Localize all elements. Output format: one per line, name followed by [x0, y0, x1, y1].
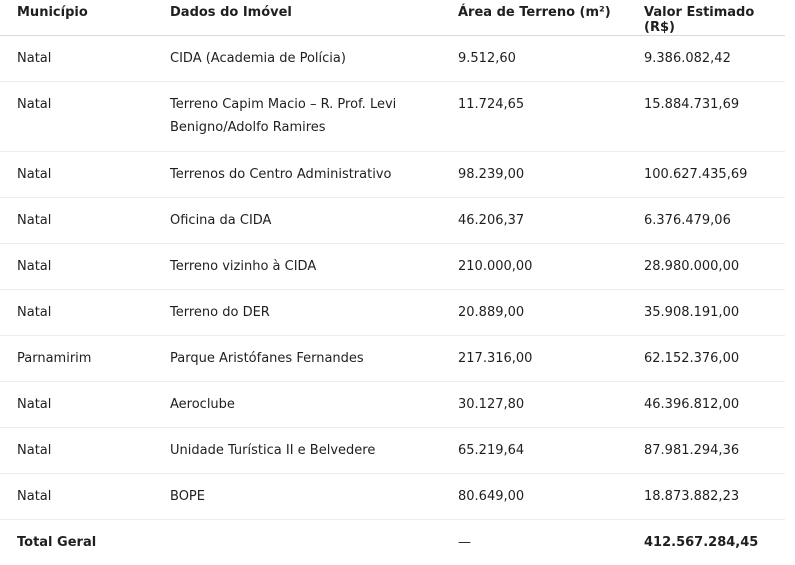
cell-municipio [0, 336, 170, 382]
cell-imovel [170, 290, 458, 336]
cell-valor-text: 6.376.479,06 [644, 198, 785, 232]
header-row [0, 0, 785, 36]
cell-valor-text: 18.873.882,23 [644, 474, 785, 508]
cell-area-text: 65.219,64 [458, 428, 644, 462]
header-valor-estimado-label: Valor Estimado (R$) [644, 0, 785, 35]
cell-municipio-text: Natal [17, 82, 170, 116]
cell-valor-text: 15.884.731,69 [644, 82, 785, 116]
cell-imovel [170, 336, 458, 382]
cell-imovel [170, 152, 458, 198]
total-label-cell [0, 520, 170, 565]
cell-area-text: 30.127,80 [458, 382, 644, 416]
header-municipio [0, 0, 170, 36]
cell-valor [644, 36, 785, 82]
cell-imovel [170, 82, 458, 152]
cell-area [458, 428, 644, 474]
cell-valor [644, 336, 785, 382]
total-area-cell [458, 520, 644, 565]
cell-valor-text: 28.980.000,00 [644, 244, 785, 278]
cell-municipio [0, 428, 170, 474]
cell-municipio [0, 474, 170, 520]
cell-municipio [0, 290, 170, 336]
cell-valor [644, 382, 785, 428]
table-row [0, 152, 785, 198]
header-municipio-label: Município [17, 0, 170, 20]
cell-valor [644, 290, 785, 336]
cell-imovel [170, 474, 458, 520]
cell-area [458, 336, 644, 382]
cell-municipio [0, 244, 170, 290]
cell-valor [644, 244, 785, 290]
total-row [0, 520, 785, 565]
table-body [0, 36, 785, 565]
cell-valor [644, 428, 785, 474]
cell-area [458, 36, 644, 82]
cell-municipio-text: Natal [17, 36, 170, 70]
cell-municipio-text: Natal [17, 198, 170, 232]
cell-municipio-text: Natal [17, 244, 170, 278]
cell-municipio-text: Parnamirim [17, 336, 170, 370]
table-row [0, 290, 785, 336]
cell-imovel [170, 382, 458, 428]
table-row [0, 36, 785, 82]
total-label: Total Geral [17, 520, 170, 554]
cell-area-text: 80.649,00 [458, 474, 644, 508]
cell-area-text: 210.000,00 [458, 244, 644, 278]
total-area: — [458, 520, 644, 554]
cell-area-text: 217.316,00 [458, 336, 644, 370]
cell-imovel-text: CIDA (Academia de Polícia) [170, 36, 428, 70]
table-row [0, 428, 785, 474]
header-area-terreno [458, 0, 644, 36]
cell-valor-text: 9.386.082,42 [644, 36, 785, 70]
header-dados-imovel-label: Dados do Imóvel [170, 0, 458, 20]
cell-valor [644, 474, 785, 520]
table-row [0, 474, 785, 520]
cell-imovel-text: Terreno do DER [170, 290, 428, 324]
cell-imovel-text: Unidade Turística II e Belvedere [170, 428, 428, 462]
cell-municipio-text: Natal [17, 152, 170, 186]
cell-area [458, 198, 644, 244]
cell-area [458, 152, 644, 198]
cell-municipio [0, 82, 170, 152]
header-dados-imovel [170, 0, 458, 36]
cell-valor [644, 82, 785, 152]
cell-area [458, 244, 644, 290]
cell-imovel-text: Terreno Capim Macio – R. Prof. Levi Benigno/Adolfo Ramires [170, 82, 428, 139]
cell-municipio-text: Natal [17, 290, 170, 324]
cell-imovel [170, 428, 458, 474]
header-area-terreno-label: Área de Terreno (m²) [458, 0, 644, 20]
cell-municipio-text: Natal [17, 382, 170, 416]
table-header [0, 0, 785, 36]
cell-imovel [170, 244, 458, 290]
table-row [0, 382, 785, 428]
table-row [0, 244, 785, 290]
cell-imovel-text: Terreno vizinho à CIDA [170, 244, 428, 278]
cell-municipio-text: Natal [17, 474, 170, 508]
cell-area [458, 290, 644, 336]
cell-valor [644, 152, 785, 198]
cell-municipio [0, 382, 170, 428]
cell-imovel-text: Terrenos do Centro Administrativo [170, 152, 428, 186]
cell-municipio [0, 36, 170, 82]
cell-imovel-text: Aeroclube [170, 382, 428, 416]
cell-area-text: 11.724,65 [458, 82, 644, 116]
total-valor-cell [644, 520, 785, 565]
cell-imovel-text: BOPE [170, 474, 428, 508]
table-row [0, 82, 785, 152]
cell-valor-text: 62.152.376,00 [644, 336, 785, 370]
cell-imovel-text: Oficina da CIDA [170, 198, 428, 232]
header-valor-estimado [644, 0, 785, 36]
total-imovel-cell [170, 520, 458, 565]
table-row [0, 198, 785, 244]
cell-municipio-text: Natal [17, 428, 170, 462]
cell-valor-text: 100.627.435,69 [644, 152, 785, 186]
cell-imovel-text: Parque Aristófanes Fernandes [170, 336, 428, 370]
cell-area [458, 82, 644, 152]
cell-area-text: 98.239,00 [458, 152, 644, 186]
cell-municipio [0, 152, 170, 198]
cell-area-text: 9.512,60 [458, 36, 644, 70]
total-imovel [170, 520, 428, 531]
cell-area [458, 382, 644, 428]
table-row [0, 336, 785, 382]
total-valor: 412.567.284,45 [644, 520, 785, 554]
cell-imovel [170, 36, 458, 82]
cell-valor-text: 35.908.191,00 [644, 290, 785, 324]
cell-area-text: 20.889,00 [458, 290, 644, 324]
cell-valor-text: 87.981.294,36 [644, 428, 785, 462]
cell-valor [644, 198, 785, 244]
cell-area-text: 46.206,37 [458, 198, 644, 232]
cell-municipio [0, 198, 170, 244]
cell-imovel [170, 198, 458, 244]
cell-area [458, 474, 644, 520]
cell-valor-text: 46.396.812,00 [644, 382, 785, 416]
